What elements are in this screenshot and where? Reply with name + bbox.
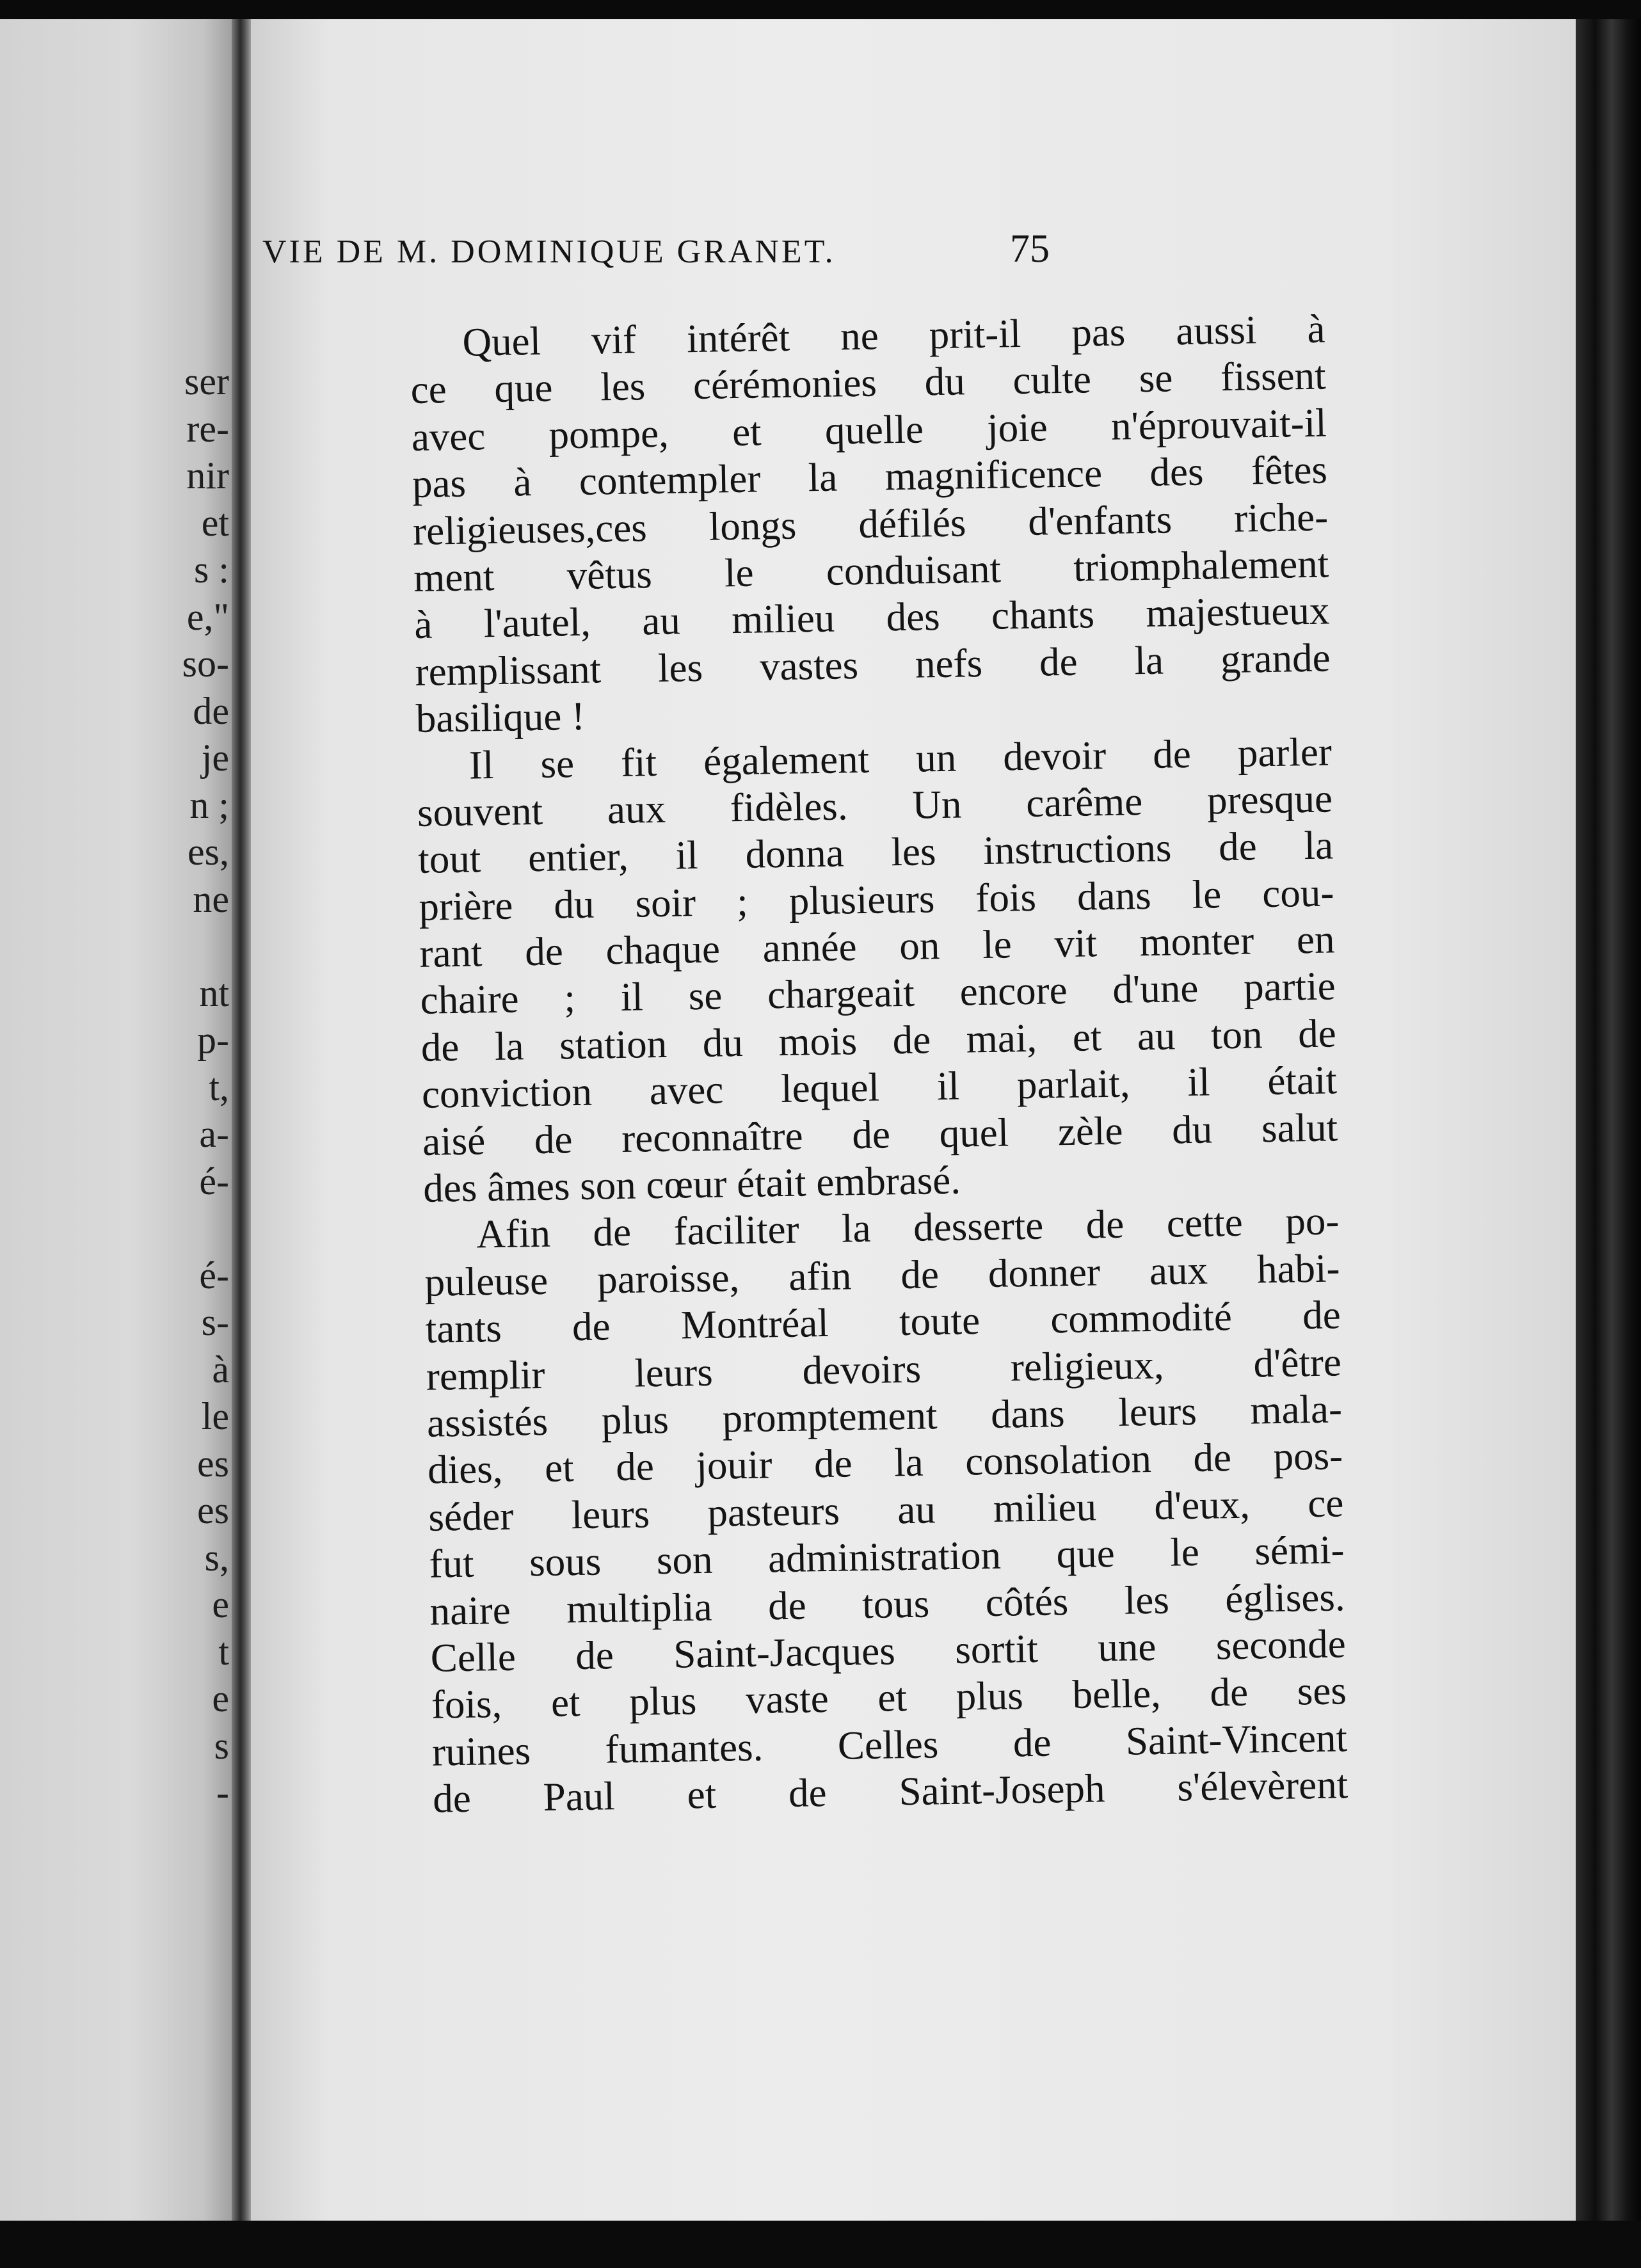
- text-line: Afin de faciliter la desserte de cette po-: [476, 1198, 1340, 1257]
- text-line: tout entier, il donna les instructions de la: [417, 822, 1334, 882]
- text-line: avec pompe, et quelle joie n'éprouvait-il: [411, 400, 1327, 459]
- left-page-fragment: de: [193, 689, 229, 732]
- text-line: ment vêtus le conduisant triomphalement: [413, 541, 1329, 600]
- text-line: de la station du mois de mai, et au ton de: [420, 1010, 1337, 1070]
- body-text: [410, 306, 1349, 1823]
- left-page-fragment: é-: [199, 1254, 229, 1297]
- text-line: remplir leurs devoirs religieux, d'être: [426, 1339, 1342, 1399]
- text-line: de Paul et de Saint-Joseph s'élevèrent: [432, 1762, 1349, 1821]
- text-line: pas à contempler la magnificence des fêtes: [412, 447, 1328, 507]
- running-head: [262, 218, 1050, 282]
- left-page-fragment: et: [201, 501, 229, 544]
- left-page-fragment: s,: [204, 1536, 229, 1579]
- left-page-fragment: s :: [193, 548, 229, 591]
- text-line: prière du soir ; plusieurs fois dans le cou-: [418, 870, 1334, 929]
- left-page-fragment: ser: [184, 360, 229, 403]
- scan-border-bottom: [0, 2221, 1641, 2268]
- text-line: ce que les cérémonies du culte se fissent: [410, 353, 1327, 413]
- text-line: à l'autel, au milieu des chants majestueux: [413, 587, 1330, 648]
- text-line: des âmes son cœur était embrasé.: [422, 1157, 961, 1211]
- text-line: séder leurs pasteurs au milieu d'eux, ce: [428, 1480, 1344, 1540]
- left-page-fragment: [182, 1205, 229, 1252]
- left-page-fragment: so-: [182, 643, 229, 685]
- text-line: conviction avec lequel il parlait, il était: [421, 1057, 1338, 1117]
- left-page-fragment: a-: [199, 1113, 229, 1155]
- left-page-fragment: s-: [201, 1301, 229, 1343]
- paragraph-2: [416, 728, 1338, 1212]
- left-page-fragment: je: [201, 737, 229, 779]
- left-page-fragment: s: [214, 1724, 229, 1767]
- left-page-fragment: n ;: [189, 783, 229, 826]
- left-page-fragment: à: [212, 1348, 229, 1391]
- left-page-fragment: e: [212, 1583, 229, 1625]
- text-line: dies, et de jouir de la consolation de pos-: [427, 1433, 1343, 1493]
- text-line: remplissant les vastes nefs de la grande: [415, 635, 1331, 694]
- text-line: rant de chaque année on le vit monter en: [419, 916, 1335, 976]
- text-line: chaire ; il se chargeait encore d'une partie: [420, 963, 1336, 1023]
- text-line: basilique !: [415, 693, 586, 742]
- page-number: 75: [1010, 227, 1050, 271]
- text-line: Il se fit également un devoir de parler: [468, 728, 1333, 788]
- left-page-fragment: p-: [197, 1019, 229, 1061]
- left-page-fragment: es: [197, 1489, 229, 1531]
- text-line: fois, et plus vaste et plus belle, de ses: [431, 1668, 1347, 1728]
- left-page-fragment: nt: [199, 971, 229, 1014]
- left-page-fragment: es: [197, 1442, 229, 1485]
- paragraph-3: [424, 1198, 1349, 1823]
- left-page-fragment: -: [216, 1771, 229, 1814]
- text-line: souvent aux fidèles. Un carême presque: [417, 776, 1333, 835]
- left-page-fragment: e,": [186, 595, 229, 638]
- scan-border-top: [0, 0, 1641, 19]
- text-line: Quel vif intérêt ne prit-il pas aussi à: [462, 306, 1325, 365]
- book-gutter: [232, 19, 251, 2221]
- text-line: religieuses,ces longs défilés d'enfants riche-: [412, 494, 1329, 554]
- left-page-fragment: le: [201, 1395, 229, 1437]
- text-line: aisé de reconnaître de quel zèle du salut: [422, 1105, 1338, 1164]
- left-page-fragment: nir: [186, 454, 229, 497]
- text-line: tants de Montréal toute commodité de: [425, 1292, 1341, 1352]
- left-page-fragment: t: [218, 1630, 229, 1673]
- text-line: assistés plus promptement dans leurs mala-: [426, 1386, 1343, 1446]
- left-page: [0, 19, 237, 2221]
- running-head-title: VIE DE M. DOMINIQUE GRANET.: [262, 234, 836, 270]
- left-page-fragment: ne: [193, 877, 229, 920]
- text-line: fut sous son administration que le sémi-: [428, 1527, 1345, 1586]
- text-line: puleuse paroisse, afin de donner aux habi-: [424, 1245, 1340, 1305]
- page-edge: [1576, 19, 1641, 2221]
- left-page-fragment: re-: [186, 407, 229, 450]
- text-line: naire multiplia de tous côtés les églises.: [429, 1574, 1346, 1634]
- text-line: Celle de Saint-Jacques sortit une seconde: [430, 1621, 1347, 1681]
- left-page-fragment: t,: [209, 1066, 229, 1108]
- left-page-fragments: [182, 358, 229, 1817]
- paragraph-1: [410, 306, 1331, 743]
- left-page-fragment: é-: [199, 1160, 229, 1202]
- left-page-fragment: [182, 923, 229, 970]
- text-line: ruines fumantes. Celles de Saint-Vincent: [431, 1714, 1348, 1775]
- left-page-fragment: e: [212, 1677, 229, 1720]
- left-page-fragment: es,: [188, 831, 229, 873]
